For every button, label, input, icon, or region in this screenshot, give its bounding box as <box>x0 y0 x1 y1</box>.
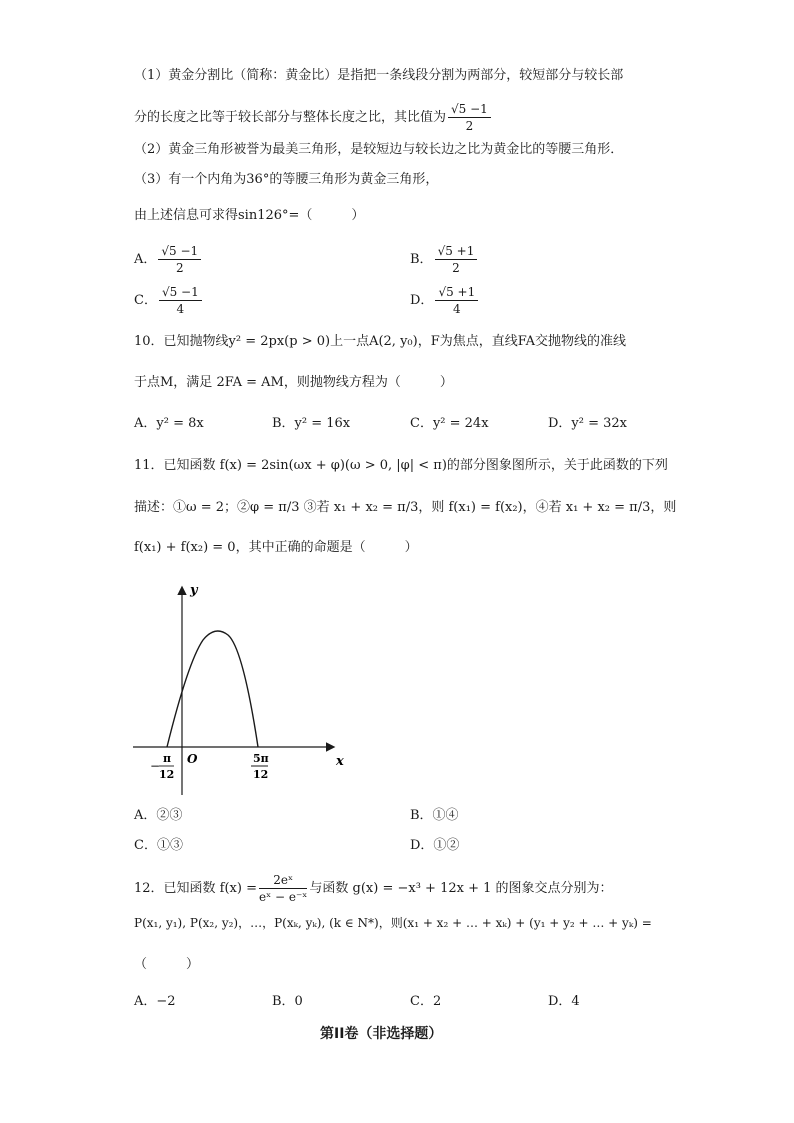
golden-ratio-numerator: √5 −1 <box>448 101 491 118</box>
q10-option-a[interactable]: A．y² = 8x <box>134 416 204 431</box>
q9-option-d-numerator: √5 +1 <box>435 284 478 301</box>
q12-line-1-prefix: 12．已知函数 f(x) = <box>134 881 257 896</box>
q11-function-graph <box>128 580 368 800</box>
q12-option-c[interactable]: C．2 <box>410 994 442 1009</box>
q9-option-a-fraction <box>158 243 201 276</box>
q9-option-b-numerator: √5 +1 <box>435 243 478 260</box>
golden-ratio-denominator: 2 <box>465 119 474 133</box>
q9-option-b-fraction <box>435 243 478 276</box>
q12-fraction-denominator: eˣ − e⁻ˣ <box>259 890 308 904</box>
golden-ratio-fraction <box>448 101 491 134</box>
q12-option-a[interactable]: A．−2 <box>134 994 176 1009</box>
section-title: 第II卷（非选择题） <box>320 1026 443 1042</box>
q12-function-fraction <box>259 872 307 905</box>
right-root-numerator: 5π <box>253 752 269 765</box>
q12-fraction-numerator: 2eˣ <box>259 872 307 889</box>
y-axis-label: y <box>190 583 198 598</box>
q9-option-a[interactable] <box>134 243 203 276</box>
q12-line-2: P(x₁, y₁), P(x₂, y₂)，…，P(xₖ, yₖ), (k ∈ N*)，则(x₁ + x₂ + … + xₖ) + (y₁ + y₂ + … + yₖ) = <box>134 916 652 930</box>
q9-option-b[interactable] <box>410 243 479 276</box>
q11-line-3: f(x₁) + f(x₂) = 0，其中正确的命题是（ ） <box>134 540 418 555</box>
left-root-denominator: 12 <box>159 768 175 781</box>
q12-option-d[interactable]: D．4 <box>548 994 580 1009</box>
q11-option-a[interactable]: A．②③ <box>134 808 183 823</box>
sine-curve <box>167 631 258 747</box>
q11-line-2: 描述：①ω = 2；②φ = π/3 ③若 x₁ + x₂ = π/3，则 f(x₁) = f(x₂)，④若 x₁ + x₂ = π/3，则 <box>134 500 677 515</box>
q12-option-b[interactable]: B．0 <box>272 994 303 1009</box>
x-axis-label: x <box>336 754 344 769</box>
q11-option-d[interactable]: D．①② <box>410 838 460 853</box>
q9-option-b-denominator: 2 <box>452 261 460 275</box>
q9-option-d-fraction <box>435 284 478 317</box>
q9-option-b-label: B． <box>410 252 433 267</box>
intro-line-5: 由上述信息可求得sin126°=（ ） <box>134 208 365 223</box>
intro-line-2-text: 分的长度之比等于较长部分与整体长度之比，其比值为 <box>134 110 447 125</box>
q9-option-d[interactable] <box>410 284 480 317</box>
intro-line-3: （2）黄金三角形被誉为最美三角形，是较短边与较长边之比为黄金比的等腰三角形． <box>134 142 624 157</box>
right-root-denominator: 12 <box>253 768 269 781</box>
left-root-numerator: π <box>163 752 172 765</box>
intro-line-2 <box>134 101 493 134</box>
q11-option-b[interactable]: B．①④ <box>410 808 459 823</box>
q10-option-b[interactable]: B．y² = 16x <box>272 416 351 431</box>
q10-option-d[interactable]: D．y² = 32x <box>548 416 628 431</box>
q9-option-c[interactable] <box>134 284 204 317</box>
q10-line-1: 10．已知抛物线y² = 2px(p > 0)上一点A(2, y₀)，F为焦点，直线FA交抛物线的准线 <box>134 334 626 349</box>
intro-line-4: （3）有一个内角为36°的等腰三角形为黄金三角形， <box>134 172 439 187</box>
q11-line-1: 11．已知函数 f(x) = 2sin(ωx + φ)(ω > 0, |φ| < π)的部分图象图所示，关于此函数的下列 <box>134 458 668 473</box>
q9-option-c-numerator: √5 −1 <box>159 284 202 301</box>
q9-option-a-denominator: 2 <box>175 261 184 275</box>
q12-line-1-suffix: 与函数 g(x) = −x³ + 12x + 1 的图象交点分别为： <box>309 881 613 896</box>
q9-option-c-fraction <box>159 284 202 317</box>
intro-line-1: （1）黄金分割比（简称：黄金比）是指把一条线段分割为两部分，较短部分与较长部 <box>134 68 624 83</box>
q9-option-c-denominator: 4 <box>176 302 185 316</box>
q12-line-1 <box>134 872 613 905</box>
q12-line-3: （ ） <box>134 957 200 972</box>
q9-option-d-denominator: 4 <box>453 302 461 316</box>
q9-option-d-label: D． <box>410 293 434 308</box>
q11-option-c[interactable]: C．①③ <box>134 838 183 853</box>
origin-label: O <box>187 752 198 766</box>
q10-line-2: 于点M，满足 2FA = AM，则抛物线方程为（ ） <box>134 375 453 390</box>
q9-option-c-label: C． <box>134 293 157 308</box>
q9-option-a-label: A． <box>134 252 157 267</box>
left-root-sign: − <box>150 759 161 773</box>
q10-option-c[interactable]: C．y² = 24x <box>410 416 489 431</box>
q9-option-a-numerator: √5 −1 <box>158 243 201 260</box>
